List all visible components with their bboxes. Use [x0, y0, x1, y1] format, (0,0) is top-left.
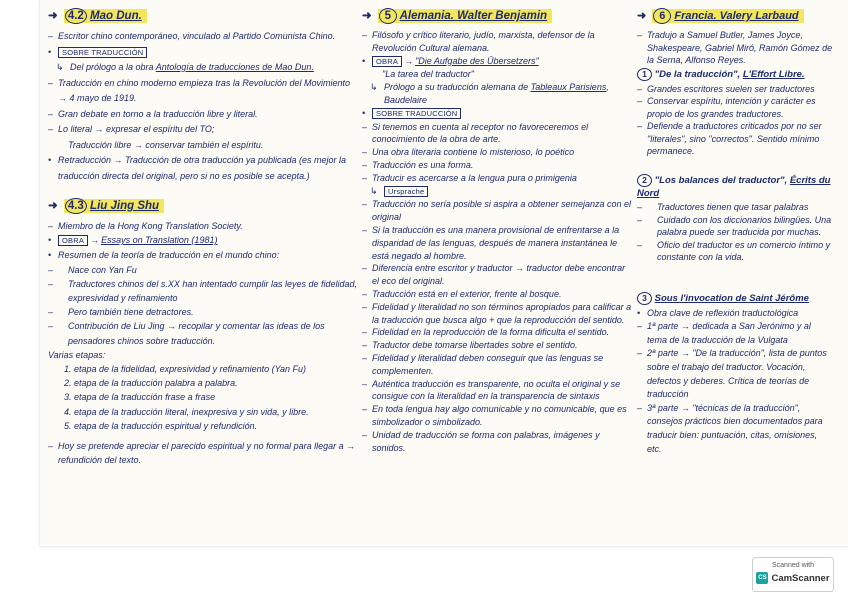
note-line: – Pero también tiene detractores. [48, 305, 360, 319]
work-number: 1 [637, 68, 652, 81]
highlight [64, 9, 147, 23]
note-line: – 1ª parte → dedicada a San Jerónimo y al tema de la traducción de la Vulgata [637, 320, 833, 347]
work-heading [637, 68, 833, 82]
note-line: – 2ª parte → "De la traducción", lista de puntos sobre el trabajo del traductor. Vocación, defectos y deberes. Crítica de teorías de traducción [637, 347, 833, 401]
note-line: – Si tenemos en cuenta al receptor no favoreceremos el conocimiento de la obra de arte. [362, 121, 634, 147]
note-line: Traducción libre → conservar también el espíritu. [68, 139, 264, 150]
arrow-right-icon [48, 10, 61, 22]
section-mao-dun [48, 6, 360, 184]
section-header [362, 6, 634, 29]
note-line: – Lo literal → expresar el espíritu del TO; [48, 122, 360, 138]
work-venue: Sous l'invocation de Saint Jérôme [654, 293, 809, 304]
camscanner-badge [752, 557, 834, 592]
work-title: "Los balances del traductor", [654, 175, 788, 186]
section-benjamin [362, 6, 634, 454]
section-liu-jing-shu [48, 196, 360, 467]
section-title: Francia. Valery Larbaud [674, 10, 799, 22]
work-venue: L'Effort Libre. [742, 69, 805, 80]
note-text: , Baudelaire [384, 82, 609, 105]
note-line: – Traducir es acercarse a la lengua pura o primigenia [362, 172, 634, 185]
term-box: Ursprache [384, 186, 428, 197]
note-line: – Una obra literaria contiene lo misterioso, lo poético [362, 146, 634, 159]
note-line: – Conservar espíritu, intención y carácter es propio de los grandes traductores. [637, 95, 833, 120]
section-title: Liu Jing Shu [90, 200, 160, 212]
topic-box: SOBRE TRADUCCIÓN [58, 47, 147, 58]
highlight [652, 9, 803, 23]
note-line: – Fidelidad en la reproducción de la forma dificulta el sentido. [362, 326, 634, 339]
work-heading [637, 292, 833, 306]
work-title: "Die Aufgabe des Übersetzers" [415, 55, 539, 66]
note-line: • Resumen de la teoría de traducción en el mundo chino: [48, 248, 360, 262]
note-line: – Hoy se pretende apreciar el parecido espiritual y no formal para llegar a → refundición del texto. [48, 439, 360, 467]
arrow-right-icon [402, 56, 415, 66]
note-line: – Diferencia entre escritor y traductor → traductor debe encontrar el eco del original. [362, 262, 634, 288]
note-line: • Obra clave de reflexión traductológica [637, 307, 833, 321]
stage-item: 3. etapa de la traducción frase a frase [64, 392, 216, 403]
section-header [48, 196, 360, 219]
note-line: – Oficio del traductor es un comercio íntimo y constante con la vida. [637, 239, 833, 264]
work-heading [637, 174, 833, 200]
stage-item: 4. etapa de la traducción literal, inexpresiva y sin vida, y libre. [64, 406, 309, 417]
topic-box: SOBRE TRADUCCIÓN [372, 108, 461, 119]
larbaud-work-2 [637, 174, 833, 264]
note-line: – Gran debate en torno a la traducción libre y literal. [48, 107, 360, 123]
section-title: Alemania. Walter Benjamin [399, 10, 548, 22]
note-line: – Auténtica traducción es transparente, no oculta el original y se consigue con la literalidad en la transparencia de sintaxis [362, 378, 634, 404]
work-title: Essays on Translation (1981) [101, 235, 218, 246]
topic-line [362, 107, 634, 121]
section-larbaud [637, 6, 833, 67]
highlight [378, 9, 552, 23]
section-number: 4.2 [65, 8, 87, 24]
note-line: – Defiende a traductores criticados por no ser "literales", sino "correctos". Sentido mínimo permanece. [637, 120, 833, 158]
highlight [64, 199, 164, 213]
note-line: • Retraducción → Traducción de otra traducción ya publicada (es mejor la traducción directa del original, pero si no es posible se acepta.) [48, 153, 360, 184]
badge-brand: CamScanner [771, 572, 830, 584]
section-number: 4.3 [65, 198, 87, 214]
note-line: – Si la traducción es una manera provisional de enfrentarse a la disparidad de las lenguas, después de manera instantánea le está negado al hombre. [362, 224, 634, 262]
note-line: – Cuidado con los diccionarios bilingües. Una palabra puede ser traducida por muchas. [637, 214, 833, 239]
note-line: – Traductor debe tomarse libertades sobre el sentido. [362, 339, 634, 352]
note-line: – Traducción es una forma. [362, 159, 634, 172]
arrow-right-icon [637, 10, 649, 22]
arrow-right-icon [362, 10, 375, 22]
note-line: – Fidelidad y literalidad deben conseguir que las lenguas se complementen. [362, 352, 634, 378]
note-line: – Unidad de traducción se forma con palabras, imágenes y sonidos. [362, 429, 634, 455]
camscanner-logo-icon: CS [756, 572, 768, 584]
note-line [362, 81, 634, 107]
topic-line [48, 45, 360, 61]
note-line: – Traducción está en el exterior, frente al bosque. [362, 288, 634, 301]
work-line [362, 55, 634, 69]
note-line: – Traductores tienen que tasar palabras [637, 201, 833, 214]
note-text: Prólogo a su traducción alemana de [384, 82, 529, 93]
note-line: – Nace con Yan Fu [48, 263, 360, 277]
note-line [48, 60, 360, 76]
note-line: – En toda lengua hay algo comunicable y no comunicable, que es simbolizador o simbolizado. [362, 403, 634, 429]
arrow-right-icon [88, 235, 101, 245]
stage-item: 2. etapa de la traducción palabra a palabra. [64, 378, 238, 389]
note-line: – Tradujo a Samuel Butler, James Joyce, Shakespeare, Gabriel Miró, Ramón Gómez de la Serna, Alfonso Reyes. [637, 29, 833, 67]
note-line: – Miembro de la Hong Kong Translation Society. [48, 219, 360, 233]
work-venue: Écrits du Nord [637, 175, 831, 199]
section-header [637, 6, 833, 29]
stage-item: 1. etapa de la fidelidad, expresividad y refinamiento (Yan Fu) [64, 364, 306, 375]
work-title: Antología de traducciones de Mao Dun. [155, 62, 314, 72]
work-translation: "La tarea del traductor" [382, 69, 474, 80]
work-title: Tableaux Parisiens [530, 82, 607, 93]
work-title: "De la traducción", [654, 69, 741, 80]
note-text: Del prólogo a la obra [70, 62, 154, 72]
note-line: – Fidelidad y literalidad no son términos apropiados para calificar a la traducción que busca algo + que la reproducción del sentido. [362, 301, 634, 327]
work-line [48, 233, 360, 248]
work-number: 2 [637, 174, 652, 187]
note-line: – Traducción en chino moderno empieza tras la Revolución del Movimiento → 4 mayo de 1919. [48, 76, 360, 107]
section-title: Mao Dun. [90, 10, 142, 22]
stage-item: 5. etapa de la traducción espiritual y refundición. [64, 420, 258, 431]
note-line: – Traducción no sería posible si aspira a obtener semejanza con el original [362, 198, 634, 224]
note-line: – Escritor chino contemporáneo, vinculado al Partido Comunista Chino. [48, 29, 360, 45]
arrow-right-icon [48, 200, 61, 212]
section-number: 5 [379, 8, 397, 24]
larbaud-work-1 [637, 68, 833, 158]
work-number: 3 [637, 292, 652, 305]
badge-caption: Scanned with [771, 562, 815, 569]
note-line: – 3ª parte → "técnicas de la traducción", consejos prácticos bien documentados para traducir bien: puntuación, citas, omisiones, etc. [637, 402, 833, 456]
badge-brand-row [753, 572, 833, 584]
note-line: – Filósofo y crítico literario, judío, marxista, defensor de la Revolución Cultural alemana. [362, 29, 634, 55]
note-line: – Traductores chinos del s.XX han intentado cumplir las leyes de fidelidad, expresividad y refinamiento [48, 277, 360, 305]
section-number: 6 [653, 8, 671, 24]
section-header [48, 6, 360, 29]
note-line: – Grandes escritores suelen ser traductores [637, 83, 833, 96]
stages-label: Varias etapas: [48, 349, 106, 360]
work-box: OBRA [372, 56, 402, 67]
term-line [362, 185, 634, 199]
note-line: – Contribución de Liu Jing → recopilar y comentar las ideas de los pensadores chinos sobre traducción. [48, 319, 360, 347]
larbaud-work-3 [637, 292, 833, 456]
work-box: OBRA [58, 235, 88, 246]
